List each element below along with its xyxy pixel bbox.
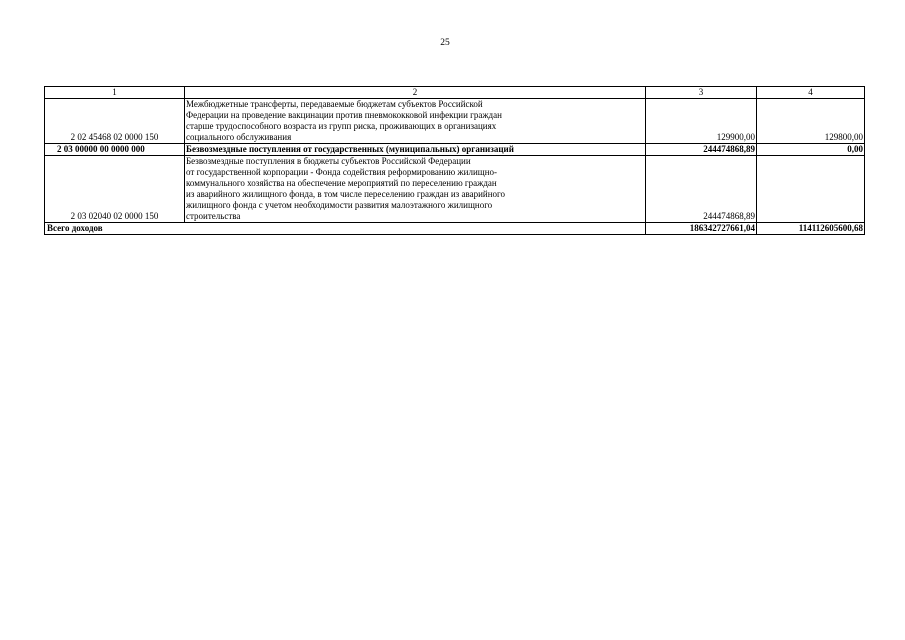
budget-code-cell: 2 03 02040 02 0000 150 xyxy=(45,156,185,223)
total-col3-cell: 186342727661,04 xyxy=(646,223,757,235)
income-name-line: Федерации на проведение вакцинации против пневмококковой инфекции граждан xyxy=(186,110,502,120)
page-number: 25 xyxy=(440,38,450,48)
header-cell-3: 3 xyxy=(646,87,757,99)
amount-col4-cell: 129800,00 xyxy=(757,99,865,144)
amount-col3-cell: 129900,00 xyxy=(646,99,757,144)
income-name-cell xyxy=(185,99,646,144)
amount-col4-cell: 0,00 xyxy=(757,144,865,156)
total-row xyxy=(45,223,865,235)
income-name-line: социального обслуживания xyxy=(186,132,292,142)
income-name-line: жилищного фонда с учетом необходимости развития малоэтажного жилищного xyxy=(186,200,493,210)
header-cell-4: 4 xyxy=(757,87,865,99)
income-name-line: старше трудоспособного возраста из групп риска, проживающих в организациях xyxy=(186,121,497,131)
income-name-line: от государственной корпорации - Фонда содействия реформированию жилищно- xyxy=(186,167,498,177)
income-name-cell xyxy=(185,156,646,223)
amount-col4-cell xyxy=(757,156,865,223)
income-name-line: из аварийного жилищного фонда, в том числе переселению граждан из аварийного xyxy=(186,189,506,199)
income-name-line: строительства xyxy=(186,211,241,221)
income-name-line: коммунального хозяйства на обеспечение мероприятий по переселению граждан xyxy=(186,178,497,188)
income-name-line: Безвозмездные поступления от государственных (муниципальных) организаций xyxy=(186,144,514,154)
budget-code-cell: 2 03 00000 00 0000 000 xyxy=(45,144,185,156)
total-label-cell: Всего доходов xyxy=(45,223,646,235)
table-row xyxy=(45,99,865,144)
total-col4-cell: 114112605600,68 xyxy=(757,223,865,235)
table-row xyxy=(45,156,865,223)
header-cell-2: 2 xyxy=(185,87,646,99)
budget-code-cell: 2 02 45468 02 0000 150 xyxy=(45,99,185,144)
income-name-line: Межбюджетные трансферты, передаваемые бюджетам субъектов Российской xyxy=(186,99,483,109)
table-row-group xyxy=(45,144,865,156)
amount-col3-cell: 244474868,89 xyxy=(646,156,757,223)
header-cell-1: 1 xyxy=(45,87,185,99)
revenue-table xyxy=(44,86,865,235)
income-name-line: Безвозмездные поступления в бюджеты субъектов Российской Федерации xyxy=(186,156,471,166)
table-header-row xyxy=(45,87,865,99)
amount-col3-cell: 244474868,89 xyxy=(646,144,757,156)
income-name-cell xyxy=(185,144,646,156)
